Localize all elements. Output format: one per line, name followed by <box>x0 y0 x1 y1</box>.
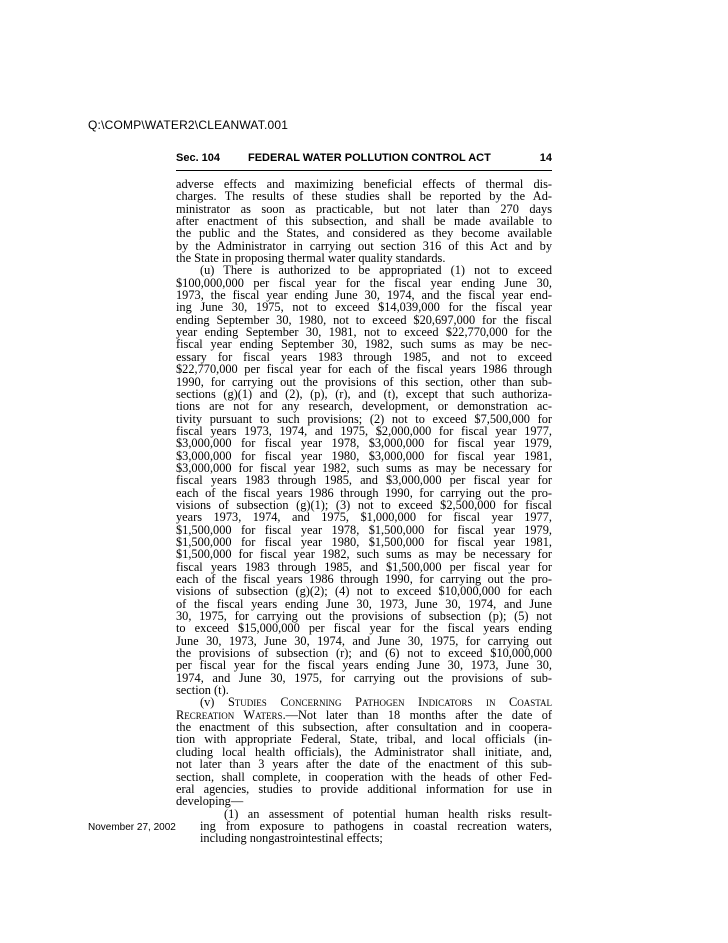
text-line: not later than 3 years after the date of the enactment of this sub- <box>176 757 552 772</box>
text-line: years 1973, 1974, and 1975, $1,000,000 for fiscal year 1977, <box>176 510 552 525</box>
paragraph-u <box>176 264 552 696</box>
text-line: of the fiscal years ending June 30, 1973, June 30, 1974, and June <box>176 596 552 611</box>
text-line: each of the fiscal years 1986 through 1990, for carrying out the pro- <box>176 572 552 586</box>
text-line: 30, 1975, for carrying out the provisions of subsection (p); (5) not <box>176 609 552 624</box>
text-line: fiscal years 1983 through 1985, and $1,500,000 per fiscal year for <box>176 559 552 574</box>
text-line: $3,000,000 for fiscal year 1978, $3,000,000 for fiscal year 1979, <box>176 436 552 451</box>
print-date: November 27, 2002 <box>88 822 176 833</box>
paragraph-continued <box>176 178 552 264</box>
text-line: to exceed $15,000,000 per fiscal year for the fiscal years ending <box>176 621 552 636</box>
text-line: the enactment of this subsection, after consultation and in coopera- <box>176 720 552 735</box>
text-line: visions of subsection (g)(2); (4) not to exceed $10,000,000 for each <box>176 584 552 599</box>
text-line: adverse effects and maximizing beneficial effects of thermal dis- <box>176 177 552 191</box>
header-section: Sec. 104 <box>176 152 221 164</box>
text-line: developing— <box>176 794 244 809</box>
text-line: year ending September 30, 1981, not to exceed $22,770,000 for the <box>176 325 552 340</box>
paragraph-v-label: (v) <box>200 695 215 710</box>
text-line: (1) an assessment of potential human health risks result- <box>224 806 552 821</box>
text-line: the State in proposing thermal water quality standards. <box>176 251 446 266</box>
text-line: eral agencies, studies to provide additional information for use in <box>176 781 552 796</box>
header-page-number: 14 <box>539 152 552 164</box>
text-line: tivity pursuant to such provisions; (2) not to exceed $7,500,000 for <box>176 411 552 426</box>
header-title: FEDERAL WATER POLLUTION CONTROL ACT <box>248 152 491 164</box>
text-line: cluding local health officials), the Administrator shall initiate, and, <box>176 744 552 759</box>
text-line: ending September 30, 1980, not to exceed $20,697,000 for the fiscal <box>176 312 552 327</box>
text-line: fiscal year ending September 30, 1982, such sums as may be nec- <box>176 337 552 352</box>
text-line: tion with appropriate Federal, State, tribal, and local officials (in- <box>176 732 552 747</box>
text-line: including nongastrointestinal effects; <box>200 831 383 846</box>
text-line: ing from exposure to pathogens in coastal recreation waters, <box>200 818 552 833</box>
text-line: $3,000,000 for fiscal year 1980, $3,000,000 for fiscal year 1981, <box>176 448 552 463</box>
text-line: $100,000,000 per fiscal year for the fiscal year ending June 30, <box>176 275 552 290</box>
text-line: $1,500,000 for fiscal year 1982, such sums as may be necessary for <box>176 547 552 562</box>
paragraph-v-heading-part2: Recreation Waters <box>176 707 283 722</box>
text-line: charges. The results of these studies shall be reported by the Ad- <box>176 189 552 204</box>
paragraph-v <box>176 696 552 807</box>
text-line: the provisions of subsection (r); and (6) not to exceed $10,000,000 <box>176 646 552 661</box>
text-line: after enactment of this subsection, and shall be made available to <box>176 214 552 229</box>
text-line: sections (g)(1) and (2), (p), (r), and (t), except that such authoriza- <box>176 386 552 401</box>
text-line: tions are not for any research, development, or demonstration ac- <box>176 399 552 414</box>
text-line: 1990, for carrying out the provisions of this section, other than sub- <box>176 374 552 389</box>
text-line: section, shall complete, in cooperation with the heads of other Fed- <box>176 769 552 784</box>
text-line: each of the fiscal years 1986 through 1990, for carrying out the pro- <box>176 485 552 500</box>
text-line: ing June 30, 1975, not to exceed $14,039,000 for the fiscal year <box>176 300 552 315</box>
text-line: (u) There is authorized to be appropriated (1) not to exceed <box>200 263 552 278</box>
header-rule <box>176 170 552 171</box>
paragraph-v-first-line-rest: .—Not later than 18 months after the date of <box>282 707 553 722</box>
text-line: $1,500,000 for fiscal year 1978, $1,500,000 for fiscal year 1979, <box>176 522 552 537</box>
file-path: Q:\COMP\WATER2\CLEANWAT.001 <box>88 118 289 132</box>
body-text <box>176 178 552 845</box>
text-line: $1,500,000 for fiscal year 1980, $1,500,000 for fiscal year 1981, <box>176 534 552 549</box>
text-line: fiscal years 1983 through 1985, and $3,000,000 per fiscal year for <box>176 473 552 488</box>
paragraph-v-heading-part1: Studies Concerning Pathogen Indicators in Coastal <box>227 695 552 710</box>
text-line: visions of subsection (g)(1); (3) not to exceed $2,500,000 for fiscal <box>176 497 552 512</box>
item-1 <box>176 808 552 845</box>
text-line: 1973, the fiscal year ending June 30, 1974, and the fiscal year end- <box>176 288 552 303</box>
text-line: ministrator as soon as practicable, but not later than 270 days <box>176 201 552 216</box>
text-line: $22,770,000 per fiscal year for each of the fiscal years 1986 through <box>176 362 552 377</box>
running-header <box>176 152 552 166</box>
text-line: 1974, and June 30, 1975, for carrying out the provisions of sub- <box>176 670 552 685</box>
text-line: $3,000,000 for fiscal year 1982, such sums as may be necessary for <box>176 460 552 475</box>
text-line: per fiscal year for the fiscal years ending June 30, 1973, June 30, <box>176 658 552 673</box>
paragraph-v-lines <box>176 721 552 807</box>
text-line: section (t). <box>176 683 229 698</box>
text-line: fiscal years 1973, 1974, and 1975, $2,000,000 for fiscal year 1977, <box>176 423 552 438</box>
text-line: essary for fiscal years 1983 through 1985, and not to exceed <box>176 349 552 364</box>
text-line: June 30, 1973, June 30, 1974, and June 30, 1975, for carrying out <box>176 633 552 648</box>
text-line: by the Administrator in carrying out section 316 of this Act and by <box>176 238 552 253</box>
text-line: the public and the States, and considered as they become available <box>176 226 552 241</box>
